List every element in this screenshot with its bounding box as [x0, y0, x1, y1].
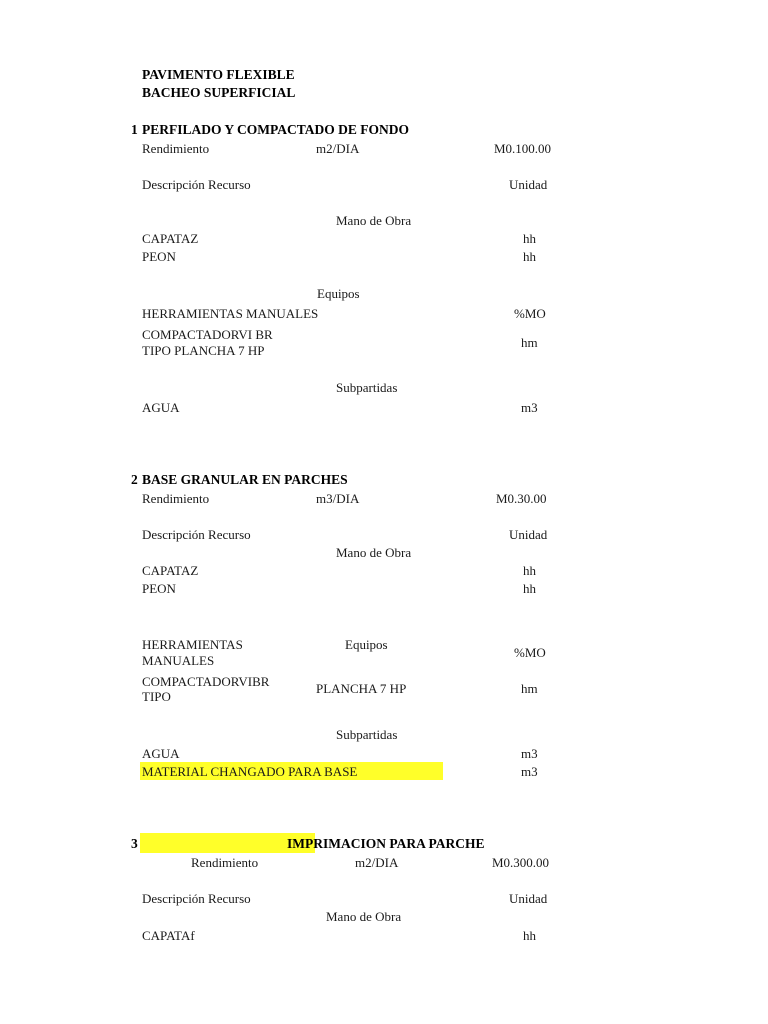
section2-equipos: Equipos: [345, 637, 388, 652]
section2-desc-header: Descripción Recurso: [142, 527, 251, 542]
section1-capataz: CAPATAZ: [142, 231, 199, 246]
section2-agua: AGUA: [142, 746, 180, 761]
section2-mano-obra: Mano de Obra: [336, 545, 412, 560]
section2-plancha: PLANCHA 7 HP: [316, 681, 407, 696]
section2-compactador-line2: TIPO: [142, 689, 171, 704]
doc-title: PAVIMENTO FLEXIBLE: [142, 67, 295, 82]
section1-mano-obra: Mano de Obra: [336, 213, 412, 228]
section2-title: BASE GRANULAR EN PARCHES: [142, 472, 348, 487]
section1-herramientas: HERRAMIENTAS MANUALES: [142, 306, 319, 321]
section1-agua: AGUA: [142, 400, 180, 415]
section2-compactador-line1: COMPACTADORVIBR: [142, 674, 270, 689]
section1-equipos: Equipos: [317, 286, 360, 301]
section2-capataz-unit: hh: [523, 563, 536, 578]
section2-peon-unit: hh: [523, 581, 536, 596]
doc-subtitle: BACHEO SUPERFICIAL: [142, 85, 296, 100]
section3-desc-header: Descripción Recurso: [142, 891, 251, 906]
section1-capataz-unit: hh: [523, 231, 536, 246]
section3-title: IMPRIMACION PARA PARCHE: [287, 836, 485, 851]
section3-rendimiento-label: Rendimiento: [191, 855, 259, 870]
section3-rendimiento-unit: m2/DIA: [355, 855, 399, 870]
section2-agua-unit: m3: [521, 746, 538, 761]
section1-herramientas-unit: %MO: [514, 306, 546, 321]
section1-compactador-line2: TIPO PLANCHA 7 HP: [142, 343, 265, 358]
section2-number: 2: [131, 472, 138, 487]
section3-unidad-header: Unidad: [509, 891, 548, 906]
section2-capataz: CAPATAZ: [142, 563, 199, 578]
section2-subpartidas: Subpartidas: [336, 727, 398, 742]
section1-compactador-line1: COMPACTADORVI BR: [142, 327, 273, 342]
section2-rendimiento-unit: m3/DIA: [316, 491, 360, 506]
section2-peon: PEON: [142, 581, 176, 596]
section1-unidad-header: Unidad: [509, 177, 548, 192]
section1-peon-unit: hh: [523, 249, 536, 264]
section2-material: MATERIAL CHANGADO PARA BASE: [142, 764, 358, 779]
section1-subpartidas: Subpartidas: [336, 380, 398, 395]
section3-capataz: CAPATAf: [142, 928, 195, 943]
section1-mo-value: M0.100.00: [494, 141, 552, 156]
section1-number: 1: [131, 122, 138, 137]
section1-rendimiento-label: Rendimiento: [142, 141, 210, 156]
section3-mano-obra: Mano de Obra: [326, 909, 402, 924]
section2-herramientas-line1: HERRAMIENTAS: [142, 637, 243, 652]
section2-herramientas-unit: %MO: [514, 645, 546, 660]
section2-herramientas-line2: MANUALES: [142, 653, 215, 668]
section1-rendimiento-unit: m2/DIA: [316, 141, 360, 156]
section1-desc-header: Descripción Recurso: [142, 177, 251, 192]
section1-agua-unit: m3: [521, 400, 538, 415]
section3-capataz-unit: hh: [523, 928, 536, 943]
section1-peon: PEON: [142, 249, 176, 264]
section1-compactador-unit: hm: [521, 335, 538, 350]
section2-unidad-header: Unidad: [509, 527, 548, 542]
section2-compactador-unit: hm: [521, 681, 538, 696]
section3-number: 3: [131, 836, 138, 851]
section1-title: PERFILADO Y COMPACTADO DE FONDO: [142, 122, 409, 137]
section2-mo-value: M0.30.00: [496, 491, 547, 506]
section2-rendimiento-label: Rendimiento: [142, 491, 210, 506]
section2-material-unit: m3: [521, 764, 538, 779]
section3-mo-value: M0.300.00: [492, 855, 550, 870]
